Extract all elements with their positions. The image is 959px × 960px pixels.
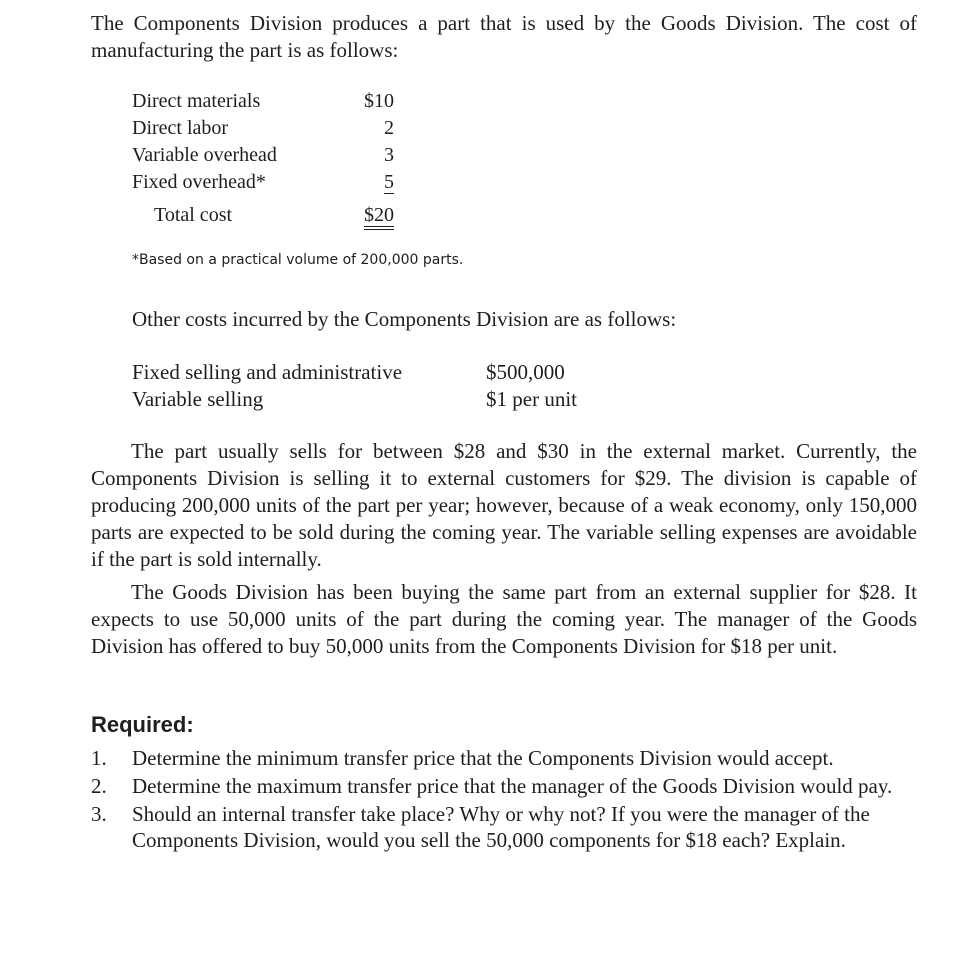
cost-value: 5 — [384, 171, 394, 193]
required-item-text: Should an internal transfer take place? Why or why not? If you were the manager of the Components Division, would you sell the 50,000 components for $18 each? Explain. — [132, 802, 870, 852]
other-costs-table — [132, 359, 612, 413]
required-item-3 — [91, 801, 917, 853]
cost-row-fixed-overhead — [132, 169, 394, 196]
required-item-1 — [91, 745, 917, 771]
cost-value-underlined — [384, 169, 394, 196]
cost-value: $10 — [364, 90, 394, 112]
cost-label: Direct materials — [132, 90, 261, 112]
total-value-double-underlined — [364, 202, 394, 230]
footnote: *Based on a practical volume of 200,000 parts. — [132, 252, 464, 268]
cost-label: Direct labor — [132, 117, 229, 139]
cost-row-direct-labor — [132, 115, 394, 142]
market-paragraph: The part usually sells for between $28 and $30 in the external market. Currently, the Components Division is selling it to external customers for $29. The division is capable of producing 200,000 units of the part per year; however, because of a weak economy, only 150,000 parts are expected to be sold during the coming year. The variable selling expenses are avoidable if the part is sold internally. — [91, 439, 917, 571]
required-item-number: 2. — [91, 774, 107, 798]
required-item-2 — [91, 773, 917, 799]
other-cost-label: Variable selling — [132, 387, 264, 411]
required-list — [91, 745, 917, 855]
other-costs-intro: Other costs incurred by the Components Division are as follows: — [132, 307, 677, 331]
cost-label: Variable overhead — [132, 144, 277, 166]
required-item-text: Determine the minimum transfer price that the Components Division would accept. — [132, 746, 834, 770]
cost-value: 2 — [384, 117, 394, 139]
cost-value: 3 — [384, 144, 394, 166]
cost-row-variable-overhead — [132, 142, 394, 169]
cost-row-direct-materials — [132, 88, 394, 115]
other-cost-label: Fixed selling and administrative — [132, 360, 403, 384]
required-heading: Required: — [91, 712, 194, 737]
other-cost-value: $1 per unit — [486, 387, 577, 411]
other-cost-value: $500,000 — [486, 360, 565, 384]
other-cost-row-variable-selling — [132, 386, 612, 413]
required-item-number: 1. — [91, 746, 107, 770]
required-item-text: Determine the maximum transfer price that the manager of the Goods Division would pay. — [132, 774, 893, 798]
goods-division-paragraph: The Goods Division has been buying the same part from an external supplier for $28. It expects to use 50,000 units of the part during the coming year. The manager of the Goods Division has offered to buy 50,000 units from the Components Division for $18 per unit. — [91, 580, 917, 658]
cost-label: Fixed overhead* — [132, 171, 266, 193]
total-label: Total cost — [154, 204, 233, 226]
other-cost-row-fixed-selling — [132, 359, 612, 386]
intro-paragraph: The Components Division produces a part that is used by the Goods Division. The cost of manufacturing the part is as follows: — [91, 11, 917, 62]
required-item-number: 3. — [91, 802, 107, 826]
manufacturing-cost-table — [132, 88, 394, 229]
total-value: $20 — [364, 205, 394, 230]
cost-row-total — [132, 202, 394, 229]
